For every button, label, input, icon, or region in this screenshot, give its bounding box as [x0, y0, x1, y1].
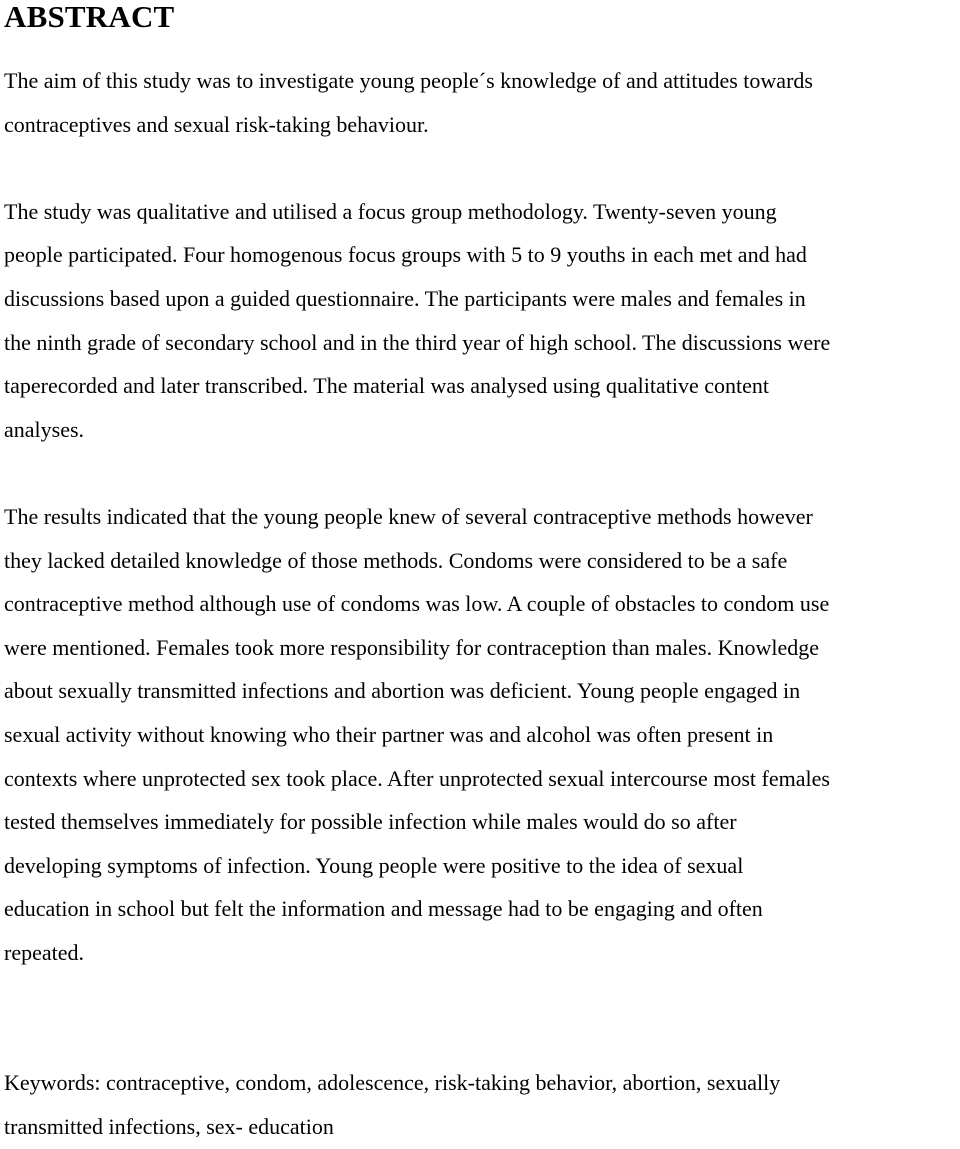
text-line: the ninth grade of secondary school and in the third year of high school. The discussions were: [4, 329, 831, 355]
text-line: contraceptive method although use of condoms was low. A couple of obstacles to condom use: [4, 591, 830, 617]
text-line: were mentioned. Females took more responsibility for contraception than males. Knowledge: [4, 634, 819, 660]
text-line: taperecorded and later transcribed. The material was analysed using qualitative content: [4, 373, 770, 399]
text-line: discussions based upon a guided questionnaire. The participants were males and females in: [4, 285, 806, 311]
text-line: The study was qualitative and utilised a focus group methodology. Twenty-seven young: [4, 198, 777, 224]
text-line: The aim of this study was to investigate young people´s knowledge of and attitudes towards: [4, 68, 813, 93]
text-line: contraceptives and sexual risk-taking behaviour.: [4, 111, 429, 137]
text-line: repeated.: [4, 939, 84, 965]
keywords-paragraph: [4, 1061, 960, 1148]
text-line: sexual activity without knowing who their partner was and alcohol was often present in: [4, 721, 774, 747]
text-line: The results indicated that the young people knew of several contraceptive methods however: [4, 503, 813, 529]
text-line: analyses.: [4, 416, 85, 442]
paragraph-results: [4, 495, 960, 975]
text-line: developing symptoms of infection. Young people were positive to the idea of sexual: [4, 852, 744, 878]
text-line: contexts where unprotected sex took place. After unprotected sexual intercourse most females: [4, 765, 830, 791]
paragraph-method: [4, 190, 960, 452]
text-line: about sexually transmitted infections and abortion was deficient. Young people engaged in: [4, 678, 801, 704]
paragraph-aim: [4, 59, 960, 146]
text-line: tested themselves immediately for possible infection while males would do so after: [4, 809, 737, 835]
text-line: education in school but felt the information and message had to be engaging and often: [4, 896, 763, 922]
text-line: people participated. Four homogenous focus groups with 5 to 9 youths in each met and had: [4, 242, 807, 268]
keywords-line: Keywords: contraceptive, condom, adolescence, risk-taking behavior, abortion, sexually: [4, 1070, 781, 1096]
keywords-line: transmitted infections, sex- education: [4, 1114, 334, 1140]
abstract-heading: ABSTRACT: [4, 0, 175, 34]
text-line: they lacked detailed knowledge of those methods. Condoms were considered to be a safe: [4, 547, 788, 573]
